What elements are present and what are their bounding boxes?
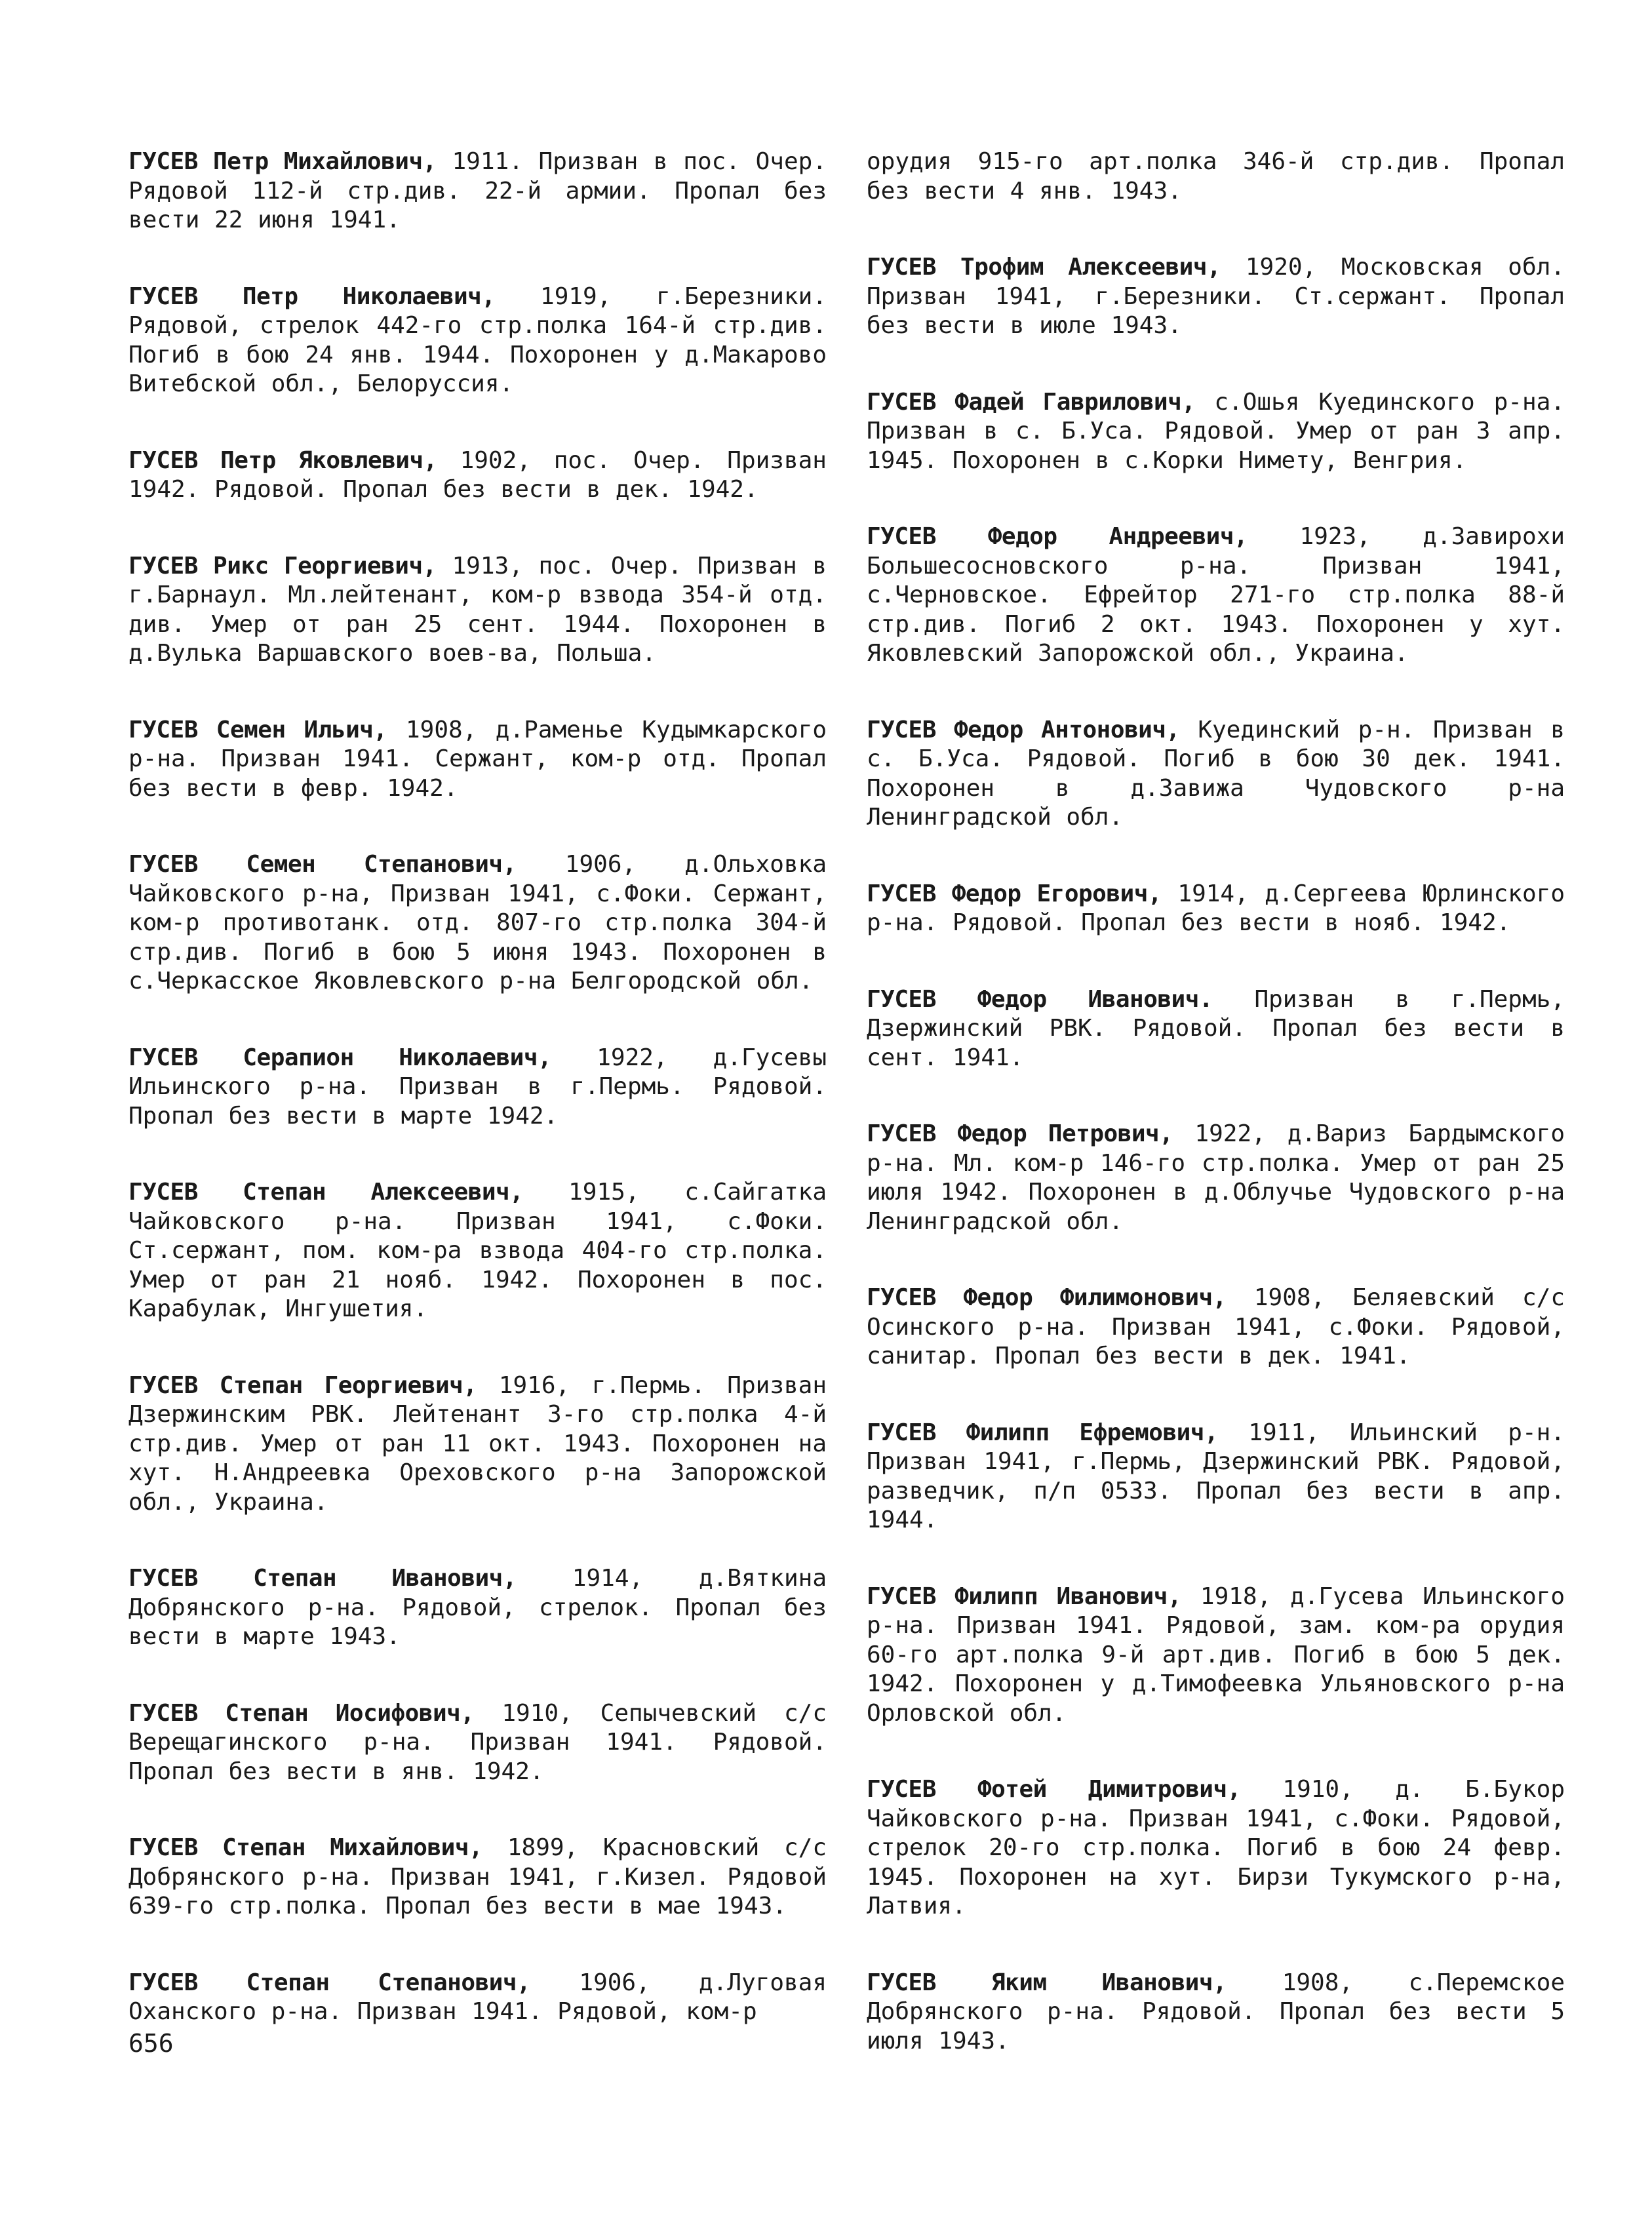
entry-text: 1911, Ильинский р-н. Призван 1941, г.Пермь, Дзержинский РВК. Рядовой, разведчик, п/п 0533. Пропал без вести в апр. 1944. xyxy=(867,1419,1565,1533)
entry-text: 1908, Беляевский с/с Осинского р-на. Призван 1941, с.Фоки. Рядовой, санитар. Пропал без вести в дек. 1941. xyxy=(867,1284,1565,1369)
entry-text: 1906, д.Ольховка Чайковского р-на, Призван 1941, с.Фоки. Сержант, ком-р противотанк. отд. 807-го стр.полка 304-й стр.див. Погиб в бою 5 июня 1943. Похоронен в с.Черкасское Яковлевского р-на Белгородской обл. xyxy=(128,851,827,994)
entry-name: ГУСЕВ Семен Степанович, xyxy=(128,851,517,878)
entry-name: ГУСЕВ Степан Георгиевич, xyxy=(128,1371,477,1399)
entry-name: ГУСЕВ Федор Петрович, xyxy=(867,1120,1173,1147)
entry-text: 1899, Красновский с/с Добрянского р-на. Призван 1941, г.Кизел. Рядовой 639-го стр.полка. Пропал без вести в мае 1943. xyxy=(128,1834,827,1919)
entry-text: 1916, г.Пермь. Призван Дзержинским РВК. Лейтенант 3-го стр.полка 4-й стр.див. Умер от ран 11 окт. 1943. Похоронен на хут. Н.Андреевка Ореховского р-на Запорожской обл., Украина. xyxy=(128,1371,827,1516)
biography-entry xyxy=(128,1969,827,2027)
biography-entry xyxy=(867,1419,1565,1535)
entry-text: 1910, д. Б.Букор Чайковского р-на. Призван 1941, с.Фоки. Рядовой, стрелок 20-го стр.полка. Погиб в бою 24 февр. 1945. Похоронен на хут. Бирзи Тукумского р-на, Латвия. xyxy=(867,1776,1565,1919)
right-column xyxy=(867,148,1565,2103)
biography-entry xyxy=(867,716,1565,833)
entry-name: ГУСЕВ Фадей Гаврилович, xyxy=(867,388,1196,416)
entry-name: ГУСЕВ Степан Иванович, xyxy=(128,1565,517,1592)
entry-name: ГУСЕВ Федор Андреевич, xyxy=(867,523,1248,550)
entry-name: ГУСЕВ Яким Иванович, xyxy=(867,1969,1227,1996)
biography-entry xyxy=(128,1044,827,1131)
entry-text: Куединский р-н. Призван в с. Б.Уса. Рядовой. Погиб в бою 30 дек. 1941. Похоронен в д.Завижа Чудовского р-на Ленинградской обл. xyxy=(867,716,1565,831)
entry-text: 1913, пос. Очер. Призван в г.Барнаул. Мл.лейтенант, ком-р взвода 354-й отд. див. Умер от ран 25 сент. 1944. Похоронен в д.Вулька Варшавского воев-ва, Польша. xyxy=(128,552,827,667)
entry-text: с.Ошья Куединского р-на. Призван в с. Б.Уса. Рядовой. Умер от ран 3 апр. 1945. Похоронен в с.Корки Нимету, Венгрия. xyxy=(867,388,1565,474)
entry-text: 1922, д.Вариз Бардымского р-на. Мл. ком-р 146-го стр.полка. Умер от ран 25 июля 1942. Похоронен в д.Облучье Чудовского р-на Ленинградской обл. xyxy=(867,1120,1565,1235)
entry-name: ГУСЕВ Филипп Ефремович, xyxy=(867,1419,1219,1446)
entry-name: ГУСЕВ Степан Степанович, xyxy=(128,1969,531,1996)
entry-text: 1922, д.Гусевы Ильинского р-на. Призван в г.Пермь. Рядовой. Пропал без вести в марте 1942. xyxy=(128,1044,827,1130)
biography-entry xyxy=(867,1120,1565,1236)
entry-name: ГУСЕВ Рикс Георгиевич, xyxy=(128,552,437,580)
entry-name: ГУСЕВ Филипп Иванович, xyxy=(867,1583,1182,1610)
left-column xyxy=(128,148,827,2074)
biography-entry xyxy=(867,148,1565,206)
entry-text: Призван в г.Пермь, Дзержинский РВК. Рядовой. Пропал без вести в сент. 1941. xyxy=(867,985,1565,1071)
entry-name: ГУСЕВ Петр Михайлович, xyxy=(128,148,437,175)
entry-text: 1915, с.Сайгатка Чайковского р-на. Призван 1941, с.Фоки. Ст.сержант, пом. ком-ра взвода 404-го стр.полка. Умер от ран 21 нояб. 1942. Похоронен в пос. Карабулак, Ингушетия. xyxy=(128,1179,827,1322)
biography-entry xyxy=(867,388,1565,476)
entry-name: ГУСЕВ Федор Антонович, xyxy=(867,716,1180,743)
entry-name: ГУСЕВ Петр Николаевич, xyxy=(128,283,496,310)
biography-entry xyxy=(867,1775,1565,1921)
biography-entry xyxy=(128,850,827,996)
entry-name: ГУСЕВ Степан Алексеевич, xyxy=(128,1179,524,1206)
biography-entry xyxy=(128,1178,827,1324)
entry-text: 1923, д.Завирохи Большесосновского р-на. Призван 1941, с.Черновское. Ефрейтор 271-го стр.полка 88-й стр.див. Погиб 2 окт. 1943. Похоронен у хут. Яковлевский Запорожской обл., Украина. xyxy=(867,523,1565,667)
entry-text: 1918, д.Гусева Ильинского р-на. Призван 1941. Рядовой, зам. ком-ра орудия 60-го арт.полка 9-й арт.див. Погиб в бою 5 дек. 1942. Похоронен у д.Тимофеевка Ульяновского р-на Орловской обл. xyxy=(867,1583,1565,1727)
entry-text: 1920, Московская обл. Призван 1941, г.Березники. Ст.сержант. Пропал без вести в июле 1943. xyxy=(867,254,1565,339)
entry-name: ГУСЕВ Трофим Алексеевич, xyxy=(867,254,1221,281)
biography-entry xyxy=(867,522,1565,669)
biography-entry xyxy=(128,1371,827,1518)
entry-text: 1906, д.Луговая Оханского р-на. Призван 1941. Рядовой, ком-р xyxy=(128,1969,827,2025)
entry-name: ГУСЕВ Федор Егорович, xyxy=(867,880,1162,907)
entry-text: 1914, д.Вяткина Добрянского р-на. Рядовой, стрелок. Пропал без вести в марте 1943. xyxy=(128,1565,827,1650)
entry-name: ГУСЕВ Степан Михайлович, xyxy=(128,1834,483,1861)
entry-name: ГУСЕВ Серапион Николаевич, xyxy=(128,1044,552,1071)
entry-text: орудия 915-го арт.полка 346-й стр.див. Пропал без вести 4 янв. 1943. xyxy=(867,148,1565,205)
biography-entry xyxy=(867,880,1565,938)
biography-entry xyxy=(128,283,827,399)
entry-name: ГУСЕВ Федор Иванович. xyxy=(867,985,1213,1013)
biography-entry xyxy=(128,1564,827,1652)
entry-text: 1902, пос. Очер. Призван 1942. Рядовой. Пропал без вести в дек. 1942. xyxy=(128,446,827,503)
entry-text: 1919, г.Березники. Рядовой, стрелок 442-го стр.полка 164-й стр.див. Погиб в бою 24 янв. 1944. Похоронен у д.Макарово Витебской обл., Белоруссия. xyxy=(128,283,827,397)
biography-entry xyxy=(128,1699,827,1787)
biography-entry xyxy=(867,1969,1565,2056)
entry-name: ГУСЕВ Степан Иосифович, xyxy=(128,1699,475,1727)
entry-name: ГУСЕВ Семен Ильич, xyxy=(128,716,387,743)
biography-entry xyxy=(128,446,827,505)
biography-entry xyxy=(128,148,827,235)
entry-name: ГУСЕВ Фотей Димитрович, xyxy=(867,1776,1241,1803)
biography-entry xyxy=(128,552,827,669)
page-number: 656 xyxy=(128,2029,174,2058)
entry-name: ГУСЕВ Федор Филимонович, xyxy=(867,1284,1227,1311)
entry-text: 1908, с.Перемское Добрянского р-на. Рядовой. Пропал без вести 5 июля 1943. xyxy=(867,1969,1565,2055)
entry-text: 1914, д.Сергеева Юрлинского р-на. Рядовой. Пропал без вести в нояб. 1942. xyxy=(867,880,1565,936)
entry-text: 1910, Сепычевский с/с Верещагинского р-на. Призван 1941. Рядовой. Пропал без вести в янв. 1942. xyxy=(128,1699,827,1785)
biography-entry xyxy=(128,716,827,804)
entry-name: ГУСЕВ Петр Яковлевич, xyxy=(128,446,437,474)
entry-text: 1911. Призван в пос. Очер. Рядовой 112-й стр.див. 22-й армии. Пропал без вести 22 июня 1941. xyxy=(128,148,827,233)
biography-entry xyxy=(867,1284,1565,1371)
biography-entry xyxy=(867,985,1565,1073)
biography-entry xyxy=(867,1583,1565,1729)
biography-entry xyxy=(867,253,1565,341)
entry-text: 1908, д.Раменье Кудымкарского р-на. Призван 1941. Сержант, ком-р отд. Пропал без вести в февр. 1942. xyxy=(128,716,827,802)
biography-entry xyxy=(128,1834,827,1921)
